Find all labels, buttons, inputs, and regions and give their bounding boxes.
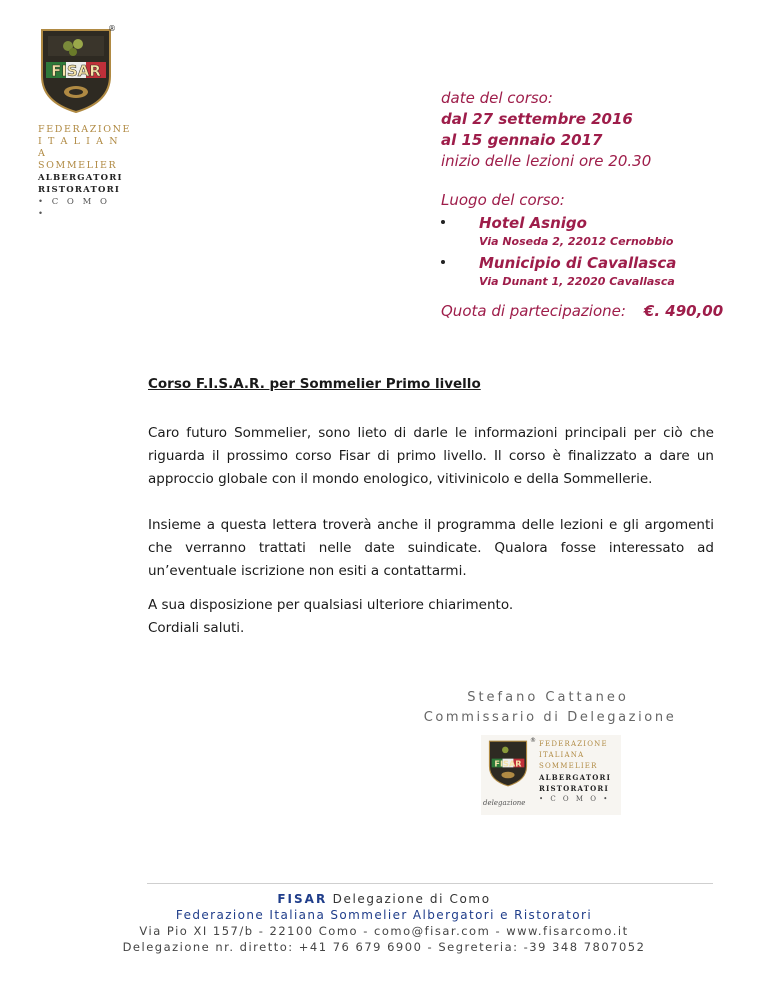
- course-dates: [441, 88, 651, 172]
- mini-shield-fisar-text: FISAR: [494, 758, 522, 769]
- dates-label: date del corso:: [441, 89, 553, 107]
- signature-name: Stefano Cattaneo: [467, 690, 629, 705]
- logo-line-federazione: FEDERAZIONE: [38, 124, 132, 135]
- delegation-stamp-logo: [481, 735, 621, 815]
- stamp-delegation: delegazione: [483, 799, 526, 807]
- footer-delegation: Delegazione di Como: [332, 892, 491, 906]
- stamp-line-como: • C O M O •: [539, 795, 610, 803]
- venue-item: [441, 213, 676, 251]
- footer-title: [0, 892, 768, 906]
- footer-federation: Federazione Italiana Sommelier Albergatori e Ristoratori: [175, 908, 593, 922]
- footer-divider: [147, 883, 713, 884]
- fee-amount: €. 490,00: [643, 302, 724, 320]
- greeting-line: Cordiali saluti.: [148, 620, 245, 636]
- signature-role: Commissario di Delegazione: [423, 710, 677, 725]
- stamp-line-italiana: ITALIANA: [539, 751, 585, 759]
- fee-label: Quota di partecipazione:: [441, 302, 626, 320]
- logo-line-albergatori: ALBERGATORI: [38, 173, 123, 183]
- venue-name: Municipio di Cavallasca: [479, 254, 677, 272]
- fisar-logo: [38, 24, 132, 220]
- logo-line-como: • C O M O •: [38, 197, 110, 219]
- closing-line: A sua disposizione per qualsiasi ulteriore chiarimento.: [148, 597, 514, 613]
- location-label: Luogo del corso:: [441, 191, 565, 209]
- footer-phones: Delegazione nr. diretto: +41 76 679 6900 - Segreteria: -39 348 7807052: [122, 940, 646, 954]
- shield-fisar-text: FISAR: [51, 62, 101, 80]
- logo-line-italiana: I T A L I A N A: [38, 136, 120, 159]
- course-fee: [441, 302, 723, 320]
- stamp-line-sommelier: SOMMELIER: [539, 762, 598, 770]
- date-to: al 15 gennaio 2017: [441, 131, 603, 149]
- logo-line-ristoratori: RISTORATORI: [38, 185, 121, 195]
- letter-paragraph-2: Insieme a questa lettera troverà anche il programma delle lezioni e gli argomenti che verranno trattati nelle date suindicate. Qualora fosse interessato ad un’eventuale iscrizione non esiti a contattarmi.: [148, 517, 714, 579]
- date-from: dal 27 settembre 2016: [441, 110, 633, 128]
- bullet-icon: [441, 260, 445, 264]
- mini-fisar-shield-emblem: [487, 739, 529, 787]
- fisar-shield-emblem: [38, 26, 114, 114]
- letter-paragraph-1: Caro futuro Sommelier, sono lieto di darle le informazioni principali per ciò che riguarda il prossimo corso Fisar di primo livello. Il corso è finalizzato a dare un approccio globale con il mondo enologico, vitivinicolo e della Sommellerie.: [148, 425, 714, 487]
- letter-paragraph-3: [148, 594, 714, 640]
- bullet-icon: [441, 220, 445, 224]
- course-location: [441, 190, 676, 291]
- footer-brand: FISAR: [277, 892, 328, 906]
- venue-address: Via Noseda 2, 22012 Cernobbio: [479, 235, 674, 248]
- registered-mark: ®: [108, 24, 116, 33]
- stamp-line-federazione: FEDERAZIONE: [539, 740, 608, 748]
- venue-name: Hotel Asnigo: [479, 214, 587, 232]
- registered-mark: ®: [530, 737, 536, 744]
- start-time: inizio delle lezioni ore 20.30: [441, 152, 652, 170]
- letter-subject: Corso F.I.S.A.R. per Sommelier Primo livello: [148, 376, 481, 392]
- stamp-line-ristoratori: RISTORATORI: [539, 784, 609, 793]
- footer-address: Via Pio XI 157/b - 22100 Como - como@fisar.com - www.fisarcomo.it: [139, 924, 629, 938]
- venue-item: [441, 253, 676, 291]
- stamp-line-albergatori: ALBERGATORI: [539, 773, 612, 782]
- venue-address: Via Dunant 1, 22020 Cavallasca: [479, 275, 675, 288]
- logo-line-sommelier: SOMMELIER: [38, 160, 118, 171]
